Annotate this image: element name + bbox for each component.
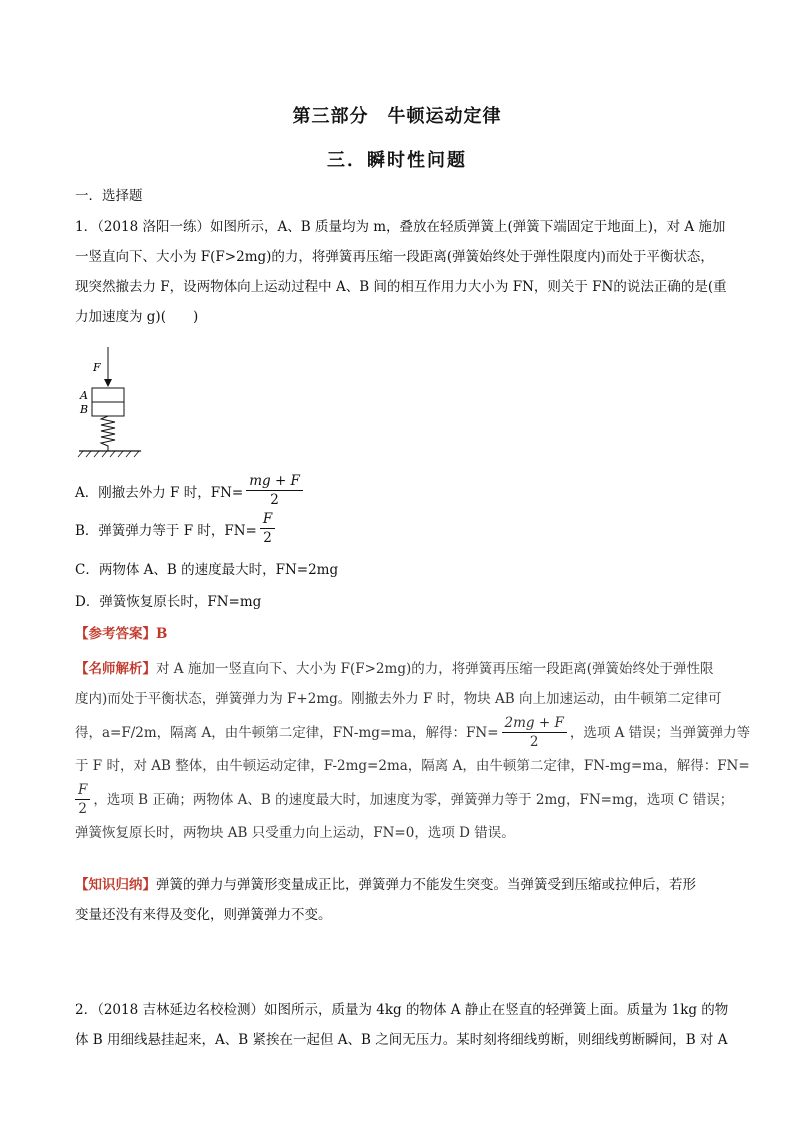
fraction-denominator: 2	[78, 801, 87, 817]
spring-blocks-figure	[75, 345, 150, 465]
fraction-numerator: F	[75, 781, 90, 800]
explanation-line	[75, 654, 735, 684]
force-arrowhead	[104, 379, 112, 387]
option-a-text: A．刚撤去外力 F 时，FN=	[75, 484, 244, 501]
page-subtitle: 三．瞬时性问题	[327, 150, 467, 171]
knowledge-text: 弹簧的弹力与弹簧形变量成正比，弹簧弹力不能发生突变。当弹簧受到压缩或拉伸后，若形	[156, 877, 696, 893]
question-2-line: 体 B 用细线悬挂起来，A、B 紧挨在一起但 A、B 之间无压力。某时刻将细线剪断，则细线剪断瞬间，B 对 A	[75, 1032, 728, 1048]
fraction-numerator: 2mg + F	[502, 714, 567, 733]
force-label: F	[93, 361, 101, 374]
explanation-line: 度内)而处于平衡状态，弹簧弹力为 F+2mg。刚撤去外力 F 时，物块 AB 向上加速运动，由牛顿第二定律可	[75, 691, 722, 707]
option-d: D．弹簧恢复原长时，FN=mg	[75, 594, 262, 610]
explanation-line: 于 F 时，对 AB 整体，由牛顿运动定律，F-2mg=2ma，隔离 A，由牛顿第二定律，FN-mg=ma，解得：FN=	[75, 758, 750, 774]
explanation-text: 对 A 施加一竖直向下、大小为 F(F>2mg)的力，将弹簧再压缩一段距离(弹簧始终处于弹性限	[156, 661, 714, 677]
section-heading: 一．选择题	[75, 188, 143, 204]
explanation-text: ，选项 B 正确；两物体 A、B 的速度最大时，加速度为零，弹簧弹力等于 2mg，FN=mg，选项 C 错误；	[93, 791, 734, 808]
block-a	[92, 388, 124, 402]
option-b-fraction	[260, 510, 275, 547]
fraction-denominator: 2	[529, 734, 539, 750]
explanation-line	[75, 714, 751, 751]
block-b-label: B	[80, 403, 89, 416]
option-c: C．两物体 A、B 的速度最大时，FN=2mg	[75, 562, 339, 578]
question-1	[75, 212, 725, 332]
fraction-numerator: mg + F	[246, 472, 303, 491]
fraction-numerator: F	[260, 510, 275, 529]
question-1-line: 力加速度为 g)( )	[75, 309, 199, 325]
explanation-fraction	[502, 714, 567, 751]
fraction-denominator: 2	[263, 530, 272, 546]
option-b	[75, 510, 278, 547]
knowledge-label: 【知识归纳】	[75, 877, 156, 893]
option-a	[75, 472, 306, 509]
question-2-line: 2．（2018 吉林延边名校检测）如图所示，质量为 4kg 的物体 A 静止在竖直的轻弹簧上面。质量为 1kg 的物	[75, 1002, 729, 1018]
knowledge-line: 变量还没有来得及变化，则弹簧弹力不变。	[75, 907, 332, 923]
fraction-denominator: 2	[270, 492, 279, 508]
block-a-label: A	[80, 389, 88, 402]
reference-answer: 【参考答案】B	[75, 626, 168, 642]
option-b-text: B．弹簧弹力等于 F 时，FN=	[75, 522, 257, 539]
question-2	[75, 995, 735, 1055]
explanation-text: ，选项 A 错误；当弹簧弹力等	[569, 724, 751, 741]
question-1-line: 1．（2018 洛阳一练）如图所示，A、B 质量均为 m，叠放在轻质弹簧上(弹簧下端固定于地面上)，对 A 施加	[75, 219, 726, 235]
block-b	[92, 402, 124, 416]
explanation-line	[75, 781, 735, 818]
explanation-fraction	[75, 781, 90, 818]
explanation-label: 【名师解析】	[75, 661, 156, 677]
explanation-text: 得，a=F/2m，隔离 A，由牛顿第二定律，FN-mg=ma，解得：FN=	[75, 724, 499, 741]
question-1-line: 一竖直向下、大小为 F(F>2mg)的力，将弹簧再压缩一段距离(弹簧始终处于弹性限度内)而处于平衡状态，	[75, 249, 714, 265]
knowledge-summary	[75, 870, 735, 930]
page-title: 第三部分 牛顿运动定律	[292, 106, 502, 127]
teacher-explanation	[75, 654, 751, 848]
ground-hatch	[78, 451, 139, 457]
question-1-line: 现突然撤去力 F，设两物体向上运动过程中 A、B 间的相互作用力大小为 FN，则关于 FN的说法正确的是(重	[75, 279, 727, 295]
explanation-line: 弹簧恢复原长时，两物块 AB 只受重力向上运动，FN=0，选项 D 错误。	[75, 825, 515, 841]
option-a-fraction	[246, 472, 303, 509]
spring	[101, 416, 115, 451]
knowledge-line	[75, 870, 735, 900]
